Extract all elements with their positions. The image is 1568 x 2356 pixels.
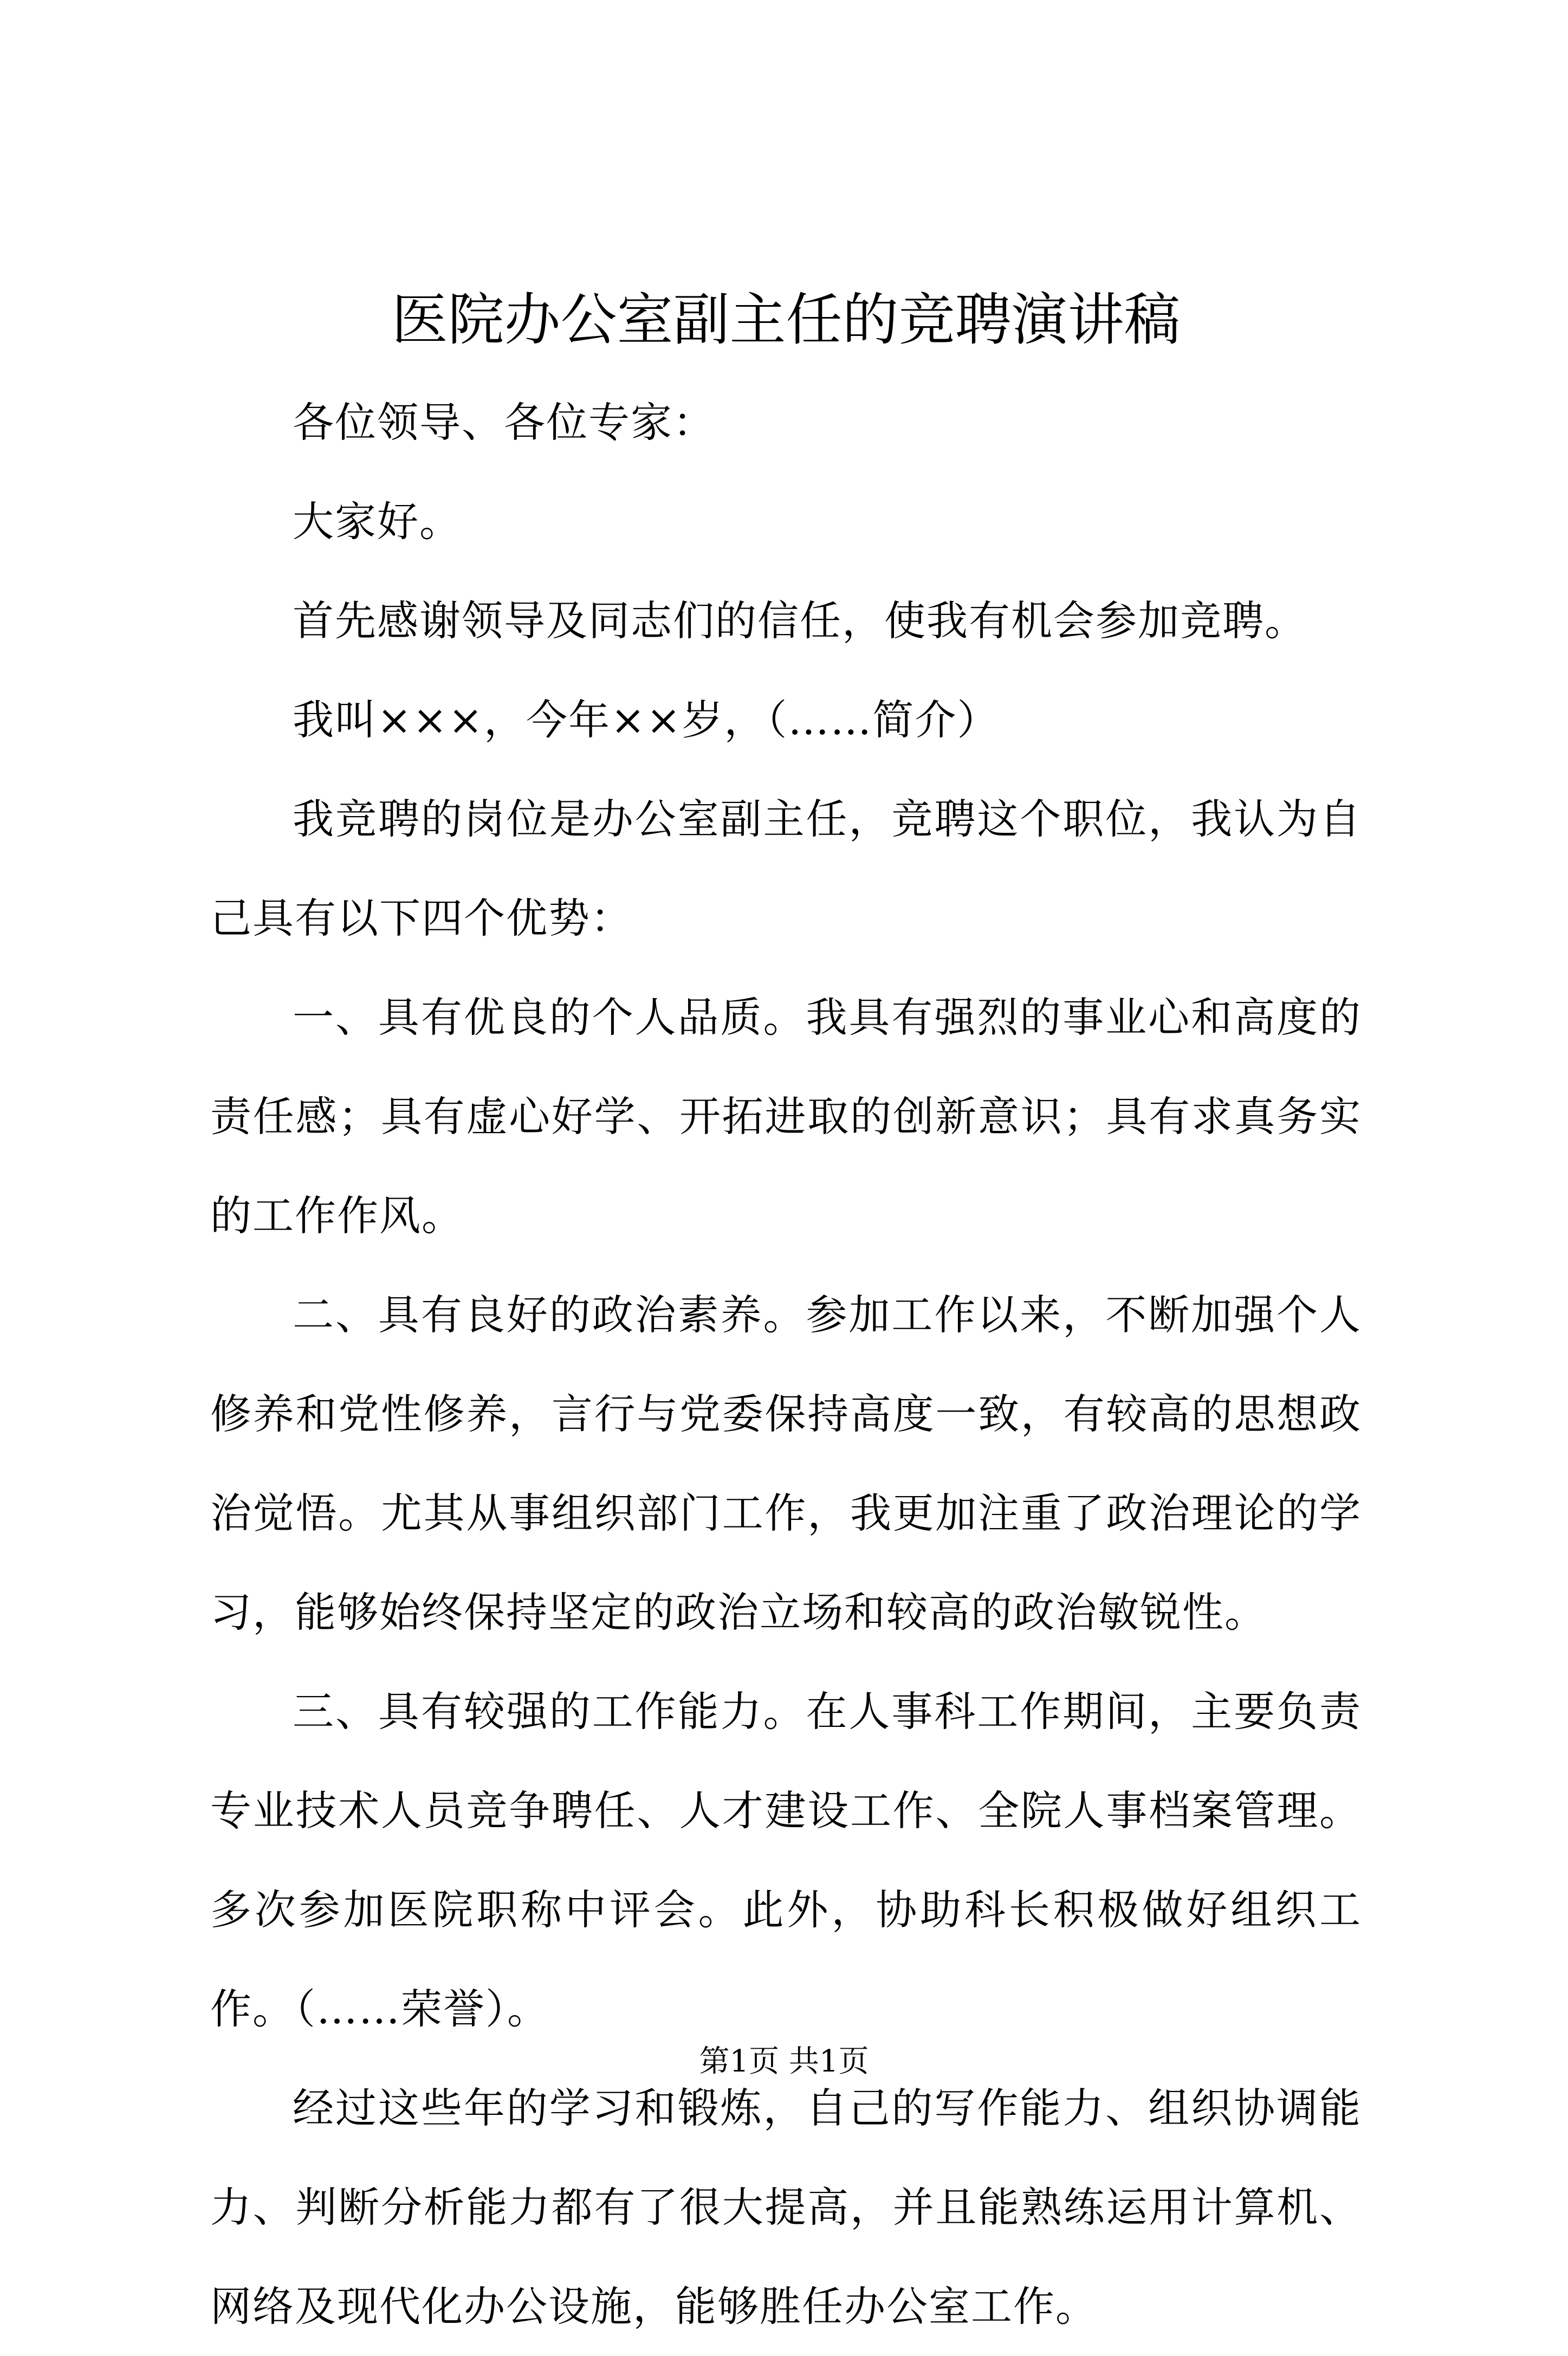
paragraph-advantage-three: 三、具有较强的工作能力。在人事科工作期间，主要负责专业技术人员竞争聘任、人才建设工作、全院人事档案管理。多次参加医院职称中评会。此外，协助科长积极做好组织工作。（……荣誉）。	[210, 1687, 1362, 2033]
paragraph-introduction: 我叫×××，今年××岁，（……简介）	[293, 696, 1000, 744]
paragraph-experience: 经过这些年的学习和锻炼，自己的写作能力、组织协调能力、判断分析能力都有了很大提高，并且能熟练运用计算机、网络及现代化办公设施，能够胜任办公室工作。	[210, 2084, 1362, 2331]
paragraph-thanks: 首先感谢领导及同志们的信任，使我有机会参加竞聘。	[293, 597, 1307, 645]
paragraph-position: 我竞聘的岗位是办公室副主任，竞聘这个职位，我认为自己具有以下四个优势：	[210, 795, 1362, 942]
paragraph-salutation: 各位领导、各位专家：	[293, 398, 715, 446]
page-number-footer: 第1页 共1页	[699, 2044, 869, 2079]
paragraph-advantage-two: 二、具有良好的政治素养。参加工作以来，不断加强个人修养和党性修养，言行与党委保持高度一致，有较高的思想政治觉悟。尤其从事组织部门工作，我更加注重了政治理论的学习，能够始终保持坚定的政治立场和较高的政治敏锐性。	[210, 1291, 1362, 1636]
document-title: 医院办公室副主任的竞聘演讲稿	[391, 287, 1181, 353]
paragraph-greeting: 大家好。	[293, 497, 462, 546]
paragraph-advantage-one: 一、具有优良的个人品质。我具有强烈的事业心和高度的责任感；具有虚心好学、开拓进取的创新意识；具有求真务实的工作作风。	[210, 993, 1362, 1240]
